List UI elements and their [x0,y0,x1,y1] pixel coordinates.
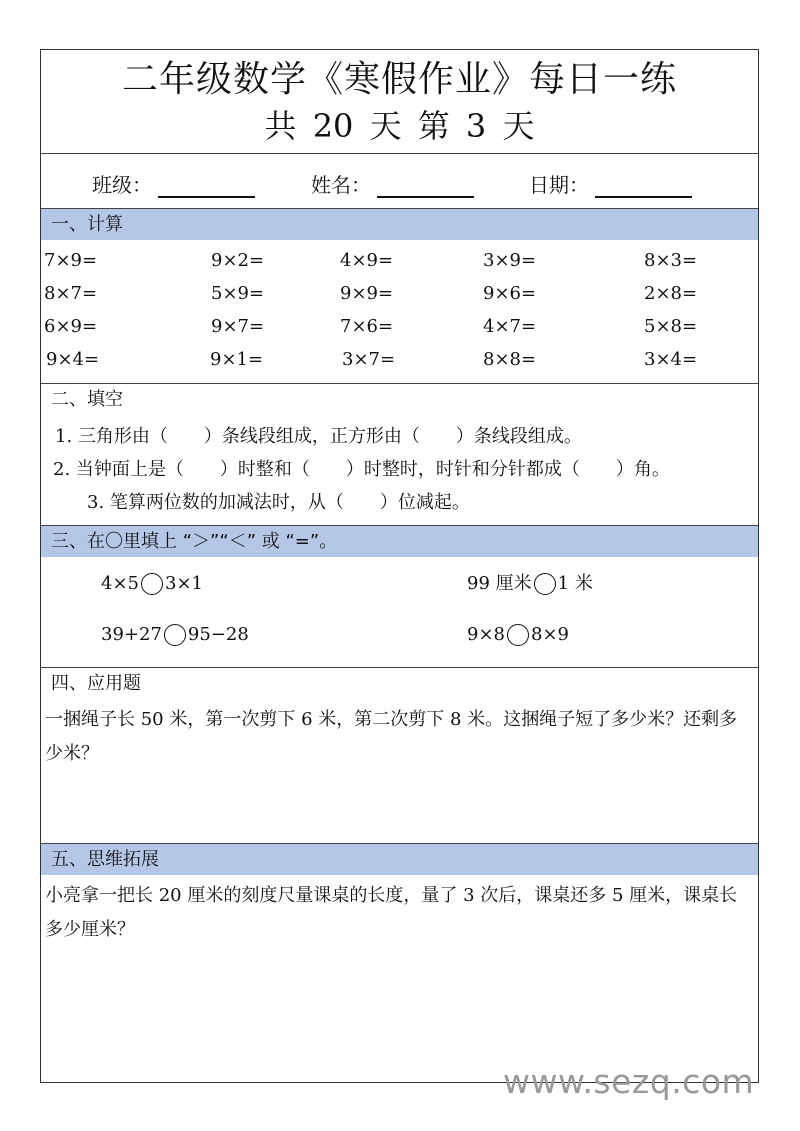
calc-item: 8×3= [644,250,698,271]
calc-item: 2×8= [644,283,698,304]
calc-item: 3×4= [644,349,698,370]
calc-item: 4×7= [483,316,537,337]
calc-item: 7×6= [340,316,394,337]
calc-item: 9×7= [211,316,265,337]
answer-circle[interactable] [534,573,556,595]
fill-item-1: 1. 三角形由（ ）条线段组成，正方形由（ ）条线段组成。 [55,426,582,447]
compare-item: 4×5 3×1 [101,573,203,594]
word-problem-text: 一捆绳子长 50 米，第一次剪下 6 米，第二次剪下 8 米。这捆绳子短了多少米？还剩多少米？ [45,709,738,764]
worksheet [40,49,759,1083]
answer-circle[interactable] [164,624,186,646]
section-fill-heading: 二、填空 [51,389,123,410]
class-field[interactable] [92,172,255,198]
calc-item: 9×6= [483,283,537,304]
section-word-problem [41,667,758,843]
date-blank[interactable] [595,178,692,198]
answer-circle[interactable] [507,624,529,646]
calc-item: 9×2= [211,250,265,271]
answer-circle[interactable] [141,573,163,595]
calc-item: 3×9= [483,250,537,271]
calc-item: 5×9= [211,283,265,304]
student-info-row [41,153,758,208]
section-compare-heading: 三、在〇里填上 “＞”“＜” 或 “=”。 [41,526,758,557]
section-calc-heading: 一、计算 [41,209,758,240]
section-compare [41,525,758,667]
compare-item: 9×8 8×9 [467,624,569,645]
calc-grid [41,240,758,384]
class-blank[interactable] [158,178,255,198]
calc-item: 6×9= [44,316,98,337]
date-label: 日期： [529,173,589,197]
name-blank[interactable] [377,178,474,198]
page-subtitle: 共 20 天 第 3 天 [264,107,535,145]
compare-item: 99 厘米 1 米 [467,573,593,594]
calc-item: 4×9= [340,250,394,271]
fill-item-2: 2. 当钟面上是（ ）时整和（ ）时整时，时针和分针都成（ ）角。 [53,459,670,480]
calc-item: 3×7= [342,349,396,370]
section-thinking [41,843,758,1084]
calc-item: 5×8= [644,316,698,337]
calc-item: 9×9= [340,283,394,304]
section-calc [41,208,758,384]
calc-item: 8×8= [483,349,537,370]
calc-item: 8×7= [44,283,98,304]
section-word-heading: 四、应用题 [51,673,141,694]
watermark: www.sezq.com [503,1062,755,1101]
thinking-problem-text: 小亮拿一把长 20 厘米的刻度尺量课桌的长度，量了 3 次后，课桌还多 5 厘米，课桌长多少厘米？ [45,885,738,940]
section-fill [41,383,758,525]
name-label: 姓名： [311,173,371,197]
calc-item: 9×1= [210,349,264,370]
calc-item: 7×9= [44,250,98,271]
page-title: 二年级数学《寒假作业》每日一练 [121,59,677,100]
section-thinking-heading: 五、思维拓展 [41,844,758,875]
fill-item-3: 3. 笔算两位数的加减法时，从（ ）位减起。 [87,492,470,513]
compare-item: 39+27 95−28 [101,624,249,645]
class-label: 班级： [92,173,152,197]
calc-item: 9×4= [46,349,100,370]
name-field[interactable] [311,172,474,198]
date-field[interactable] [529,172,692,198]
title-area [41,50,758,153]
